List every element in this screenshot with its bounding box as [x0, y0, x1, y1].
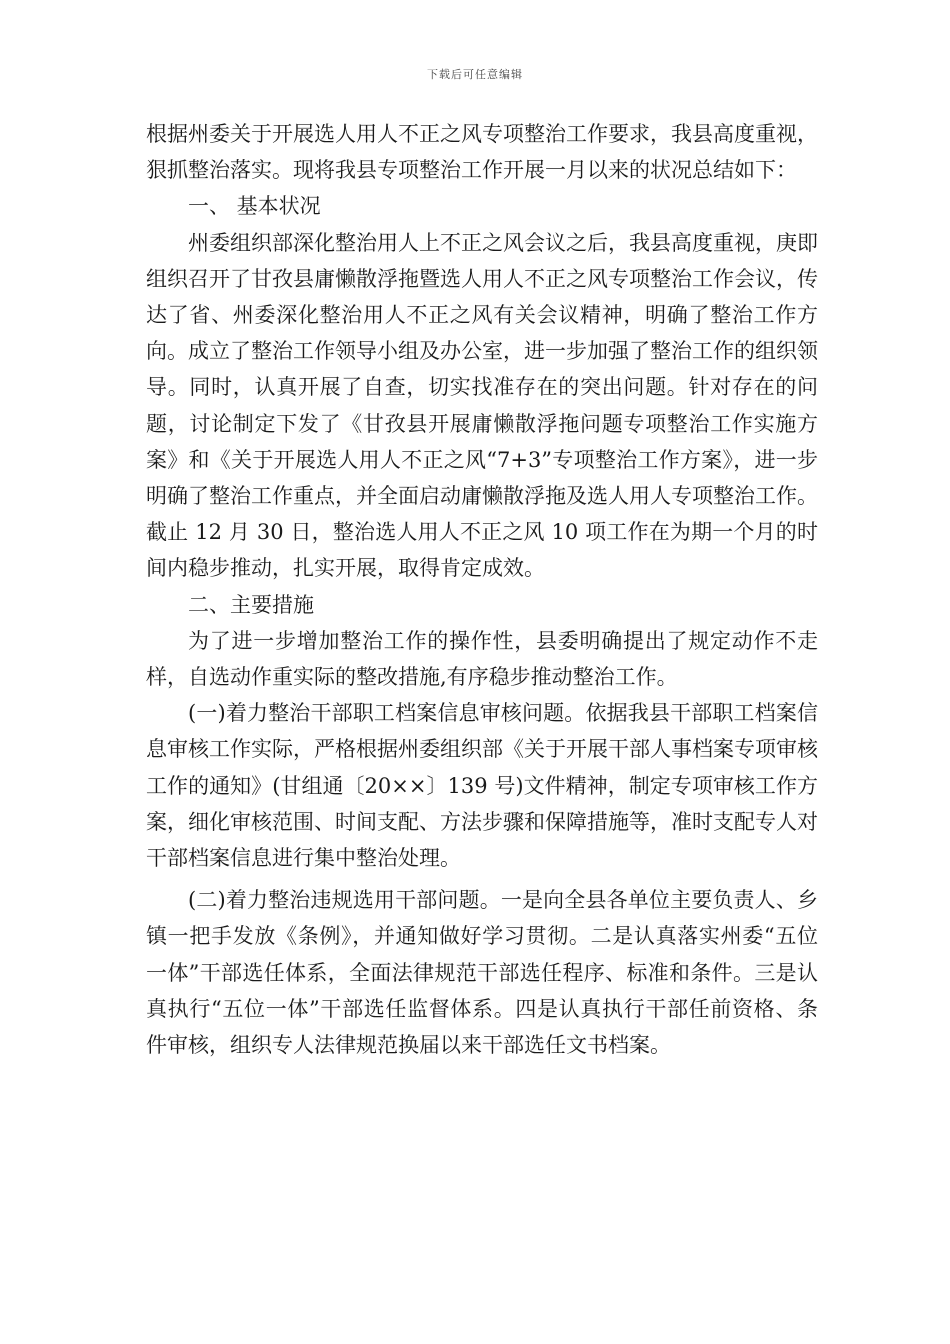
section-heading-measures: 二、主要措施	[188, 592, 314, 617]
document-body	[146, 116, 818, 1063]
page-header: 下载后可任意编辑	[427, 68, 523, 81]
basic-situation-paragraph: 州委组织部深化整治用人上不正之风会议之后，我县高度重视，庚即组织召开了甘孜县庸懒散浮拖暨选人用人不正之风专项整治工作会议，传达了省、州委深化整治用人不正之风有关会议精神，明确了整治工作方向。成立了整治工作领导小组及办公室，进一步加强了整治工作的组织领导。同时，认真开展了自查，切实找准存在的突出问题。针对存在的问题，讨论制定下发了《甘孜县开展庸懒散浮拖问题专项整治工作实施方案》和《关于开展选人用人不正之风“7+3”专项整治工作方案》，进一步明确了整治工作重点，并全面启动庸懒散浮拖及选人用人专项整治工作。截止 12 月 30 日，整治选人用人不正之风 10 项工作在为期一个月的时间内稳步推动，扎实开展，取得肯定成效。	[146, 230, 818, 581]
section-heading-basic: 一、 基本状况	[188, 194, 321, 219]
intro-paragraph: 根据州委关于开展选人用人不正之风专项整治工作要求，我县高度重视，狠抓整治落实。现将我县专项整治工作开展一月以来的状况总结如下：	[146, 122, 818, 183]
measure-one-paragraph: (一)着力整治干部职工档案信息审核问题。依据我县干部职工档案信息审核工作实际，严格根据州委组织部《关于开展干部人事档案专项审核工作的通知》(甘组通〔20××〕139 号)文件精神，制定专项审核工作方案，细化审核范围、时间支配、方法步骤和保障措施等，准时支配专人对干部档案信息进行集中整治处理。	[146, 701, 818, 871]
measures-intro-paragraph: 为了进一步增加整治工作的操作性，县委明确提出了规定动作不走样，自选动作重实际的整改措施,有序稳步推动整治工作。	[146, 628, 818, 690]
measure-two-paragraph: (二)着力整治违规选用干部问题。一是向全县各单位主要负责人、乡镇一把手发放《条例》，并通知做好学习贯彻。二是认真落实州委“五位一体”干部选任体系，全面法律规范干部选任程序、标准和条件。三是认真执行“五位一体”干部选任监督体系。四是认真执行干部任前资格、条件审核，组织专人法律规范换届以来干部选任文书档案。	[146, 888, 818, 1058]
